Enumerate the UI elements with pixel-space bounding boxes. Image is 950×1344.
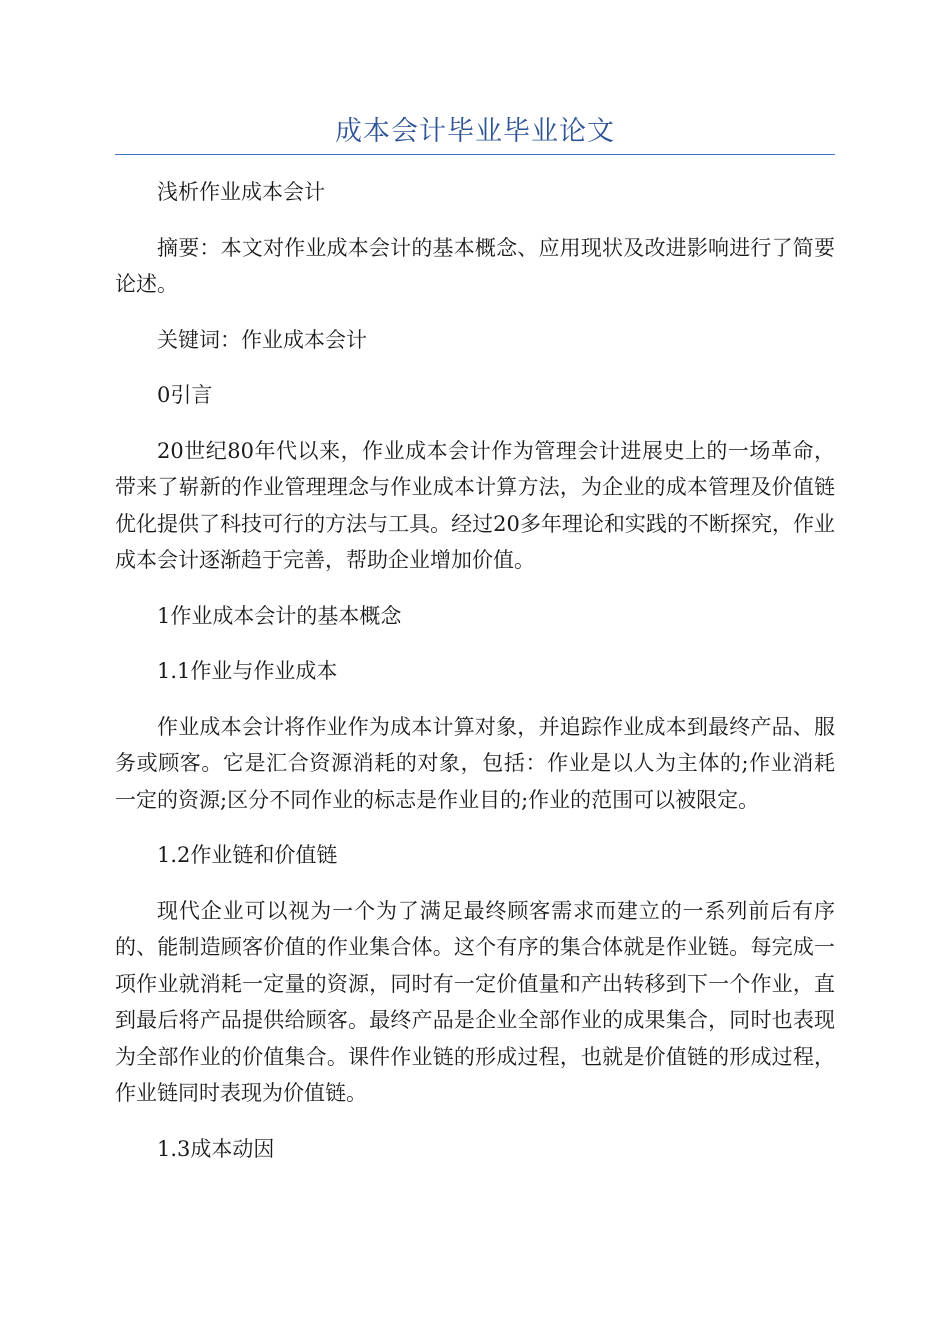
title-underline — [115, 154, 835, 155]
paragraph-abstract: 摘要：本文对作业成本会计的基本概念、应用现状及改进影响进行了简要论述。 — [115, 235, 835, 296]
heading-section-1: 1作业成本会计的基本概念 — [157, 603, 402, 628]
paragraph-section-1-2: 现代企业可以视为一个为了满足最终顾客需求而建立的一系列前后有序的、能制造顾客价值的作业集合体。这个有序的集合体就是作业链。每完成一项作业就消耗一定量的资源，同时有一定价值量和产出转移到下一个作业，直到最后将产品提供给顾客。最终产品是企业全部作业的成果集合，同时也表现为全部作业的价值集合。课件作业链的形成过程，也就是价值链的形成过程，作业链同时表现为价值链。 — [115, 898, 835, 1105]
paragraph-introduction: 20世纪80年代以来，作业成本会计作为管理会计进展史上的一场革命，带来了崭新的作业管理理念与作业成本计算方法，为企业的成本管理及价值链优化提供了科技可行的方法与工具。经过20多年理论和实践的不断探究，作业成本会计逐渐趋于完善，帮助企业增加价值。 — [115, 438, 835, 572]
document-body — [115, 174, 835, 1186]
paragraph-keywords: 关键词：作业成本会计 — [157, 327, 367, 352]
heading-introduction: 0引言 — [157, 383, 213, 407]
paragraph-section-1-1: 作业成本会计将作业作为成本计算对象，并追踪作业成本到最终产品、服务或顾客。它是汇合资源消耗的对象，包括：作业是以人为主体的;作业消耗一定的资源;区分不同作业的标志是作业目的;作业的范围可以被限定。 — [115, 714, 835, 812]
heading-section-1-1: 1.1作业与作业成本 — [157, 659, 338, 683]
heading-section-1-3: 1.3成本动因 — [157, 1136, 275, 1161]
paragraph-subtitle: 浅析作业成本会计 — [157, 180, 325, 204]
document-title: 成本会计毕业毕业论文 — [335, 116, 615, 147]
heading-section-1-2: 1.2作业链和价值链 — [157, 843, 338, 867]
